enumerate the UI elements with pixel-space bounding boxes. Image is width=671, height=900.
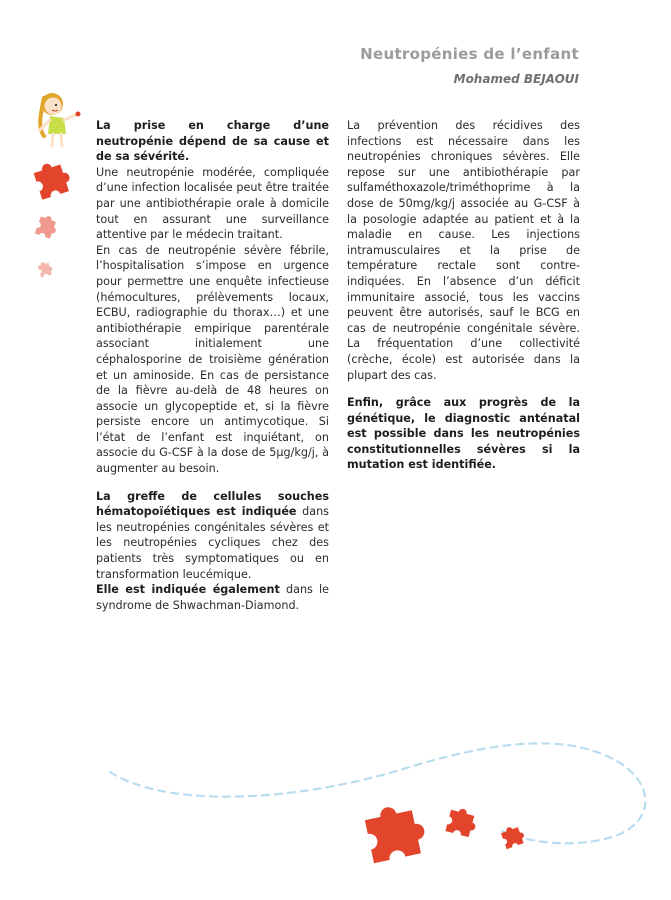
puzzle-piece-icon <box>33 211 61 241</box>
paragraph-severe: En cas de neutropénie sévère fébrile, l’hospitalisation s’impose en urgence pour permettre une enquête infectieuse (hémocultures, prélèvements locaux, ECBU, radiographie du thorax…) et une antibiothérapie empirique parentérale associant initialement une céphalosporine de troisième génération et un aminoside. En cas de persistance de la fièvre au-delà de 48 heures on associe un glycopeptide et, si la fièvre persiste encore un antimycotique. Si l’état de l’enfant est inquiétant, on associe du G-CSF à la dose de 5µg/kg/j, à augmenter au besoin. <box>96 243 329 476</box>
paragraph-intro: La prise en charge d’une neutropénie dépend de sa cause et de sa sévérité. <box>96 119 329 164</box>
right-column <box>347 118 580 473</box>
puzzle-piece-icon <box>28 154 74 202</box>
paragraph-genetics: Enfin, grâce aux progrès de la génétique, le diagnostic anténatal est possible dans les neutropénies constitutionnelles sévères si la mutation est identifiée. <box>347 396 580 472</box>
puzzle-piece-icon <box>354 796 438 868</box>
puzzle-piece-icon <box>441 804 483 842</box>
child-illustration-icon <box>30 86 86 150</box>
puzzle-piece-icon <box>497 822 531 852</box>
paragraph-shwachman: Elle est indiquée également dans le syndrome de Shwachman-Diamond. <box>96 583 329 612</box>
dashed-path-decoration <box>0 690 671 860</box>
puzzle-piece-icon <box>35 258 55 280</box>
left-column <box>96 118 329 613</box>
paragraph-prevention: La prévention des récidives des infections est nécessaire dans les neutropénies chroniques sévères. Elle repose sur une antibiothérapie par sulfaméthoxazole/triméthoprime à la dose de 50mg/kg/j associée au G-CSF à la posologie adaptée au patient et à la maladie en cause. Les injections intramusculaires et la prise de température rectale sont contre-indiquées. En l’absence d’un déficit immunitaire associé, tous les vaccins peuvent être autorisés, sauf le BCG en cas de neutropénie congénitale sévère. La fréquentation d’une collectivité (crèche, école) est autorisée dans la plupart des cas. <box>347 119 580 382</box>
paragraph-moderate: Une neutropénie modérée, compliquée d’une infection localisée peut être traitée par une antibiothérapie orale à domicile tout en assurant une surveillance attentive par le médecin traitant. <box>96 165 329 242</box>
paragraph-graft: La greffe de cellules souches hématopoïétiques est indiquée dans les neutropénies congénitales sévères et les neutropénies cycliques chez des patients très symptomatiques ou en transformation leucémique. <box>96 489 329 581</box>
header-title: Neutropénies de l’enfant <box>360 45 579 63</box>
header-author: Mohamed BEJAOUI <box>453 72 579 86</box>
